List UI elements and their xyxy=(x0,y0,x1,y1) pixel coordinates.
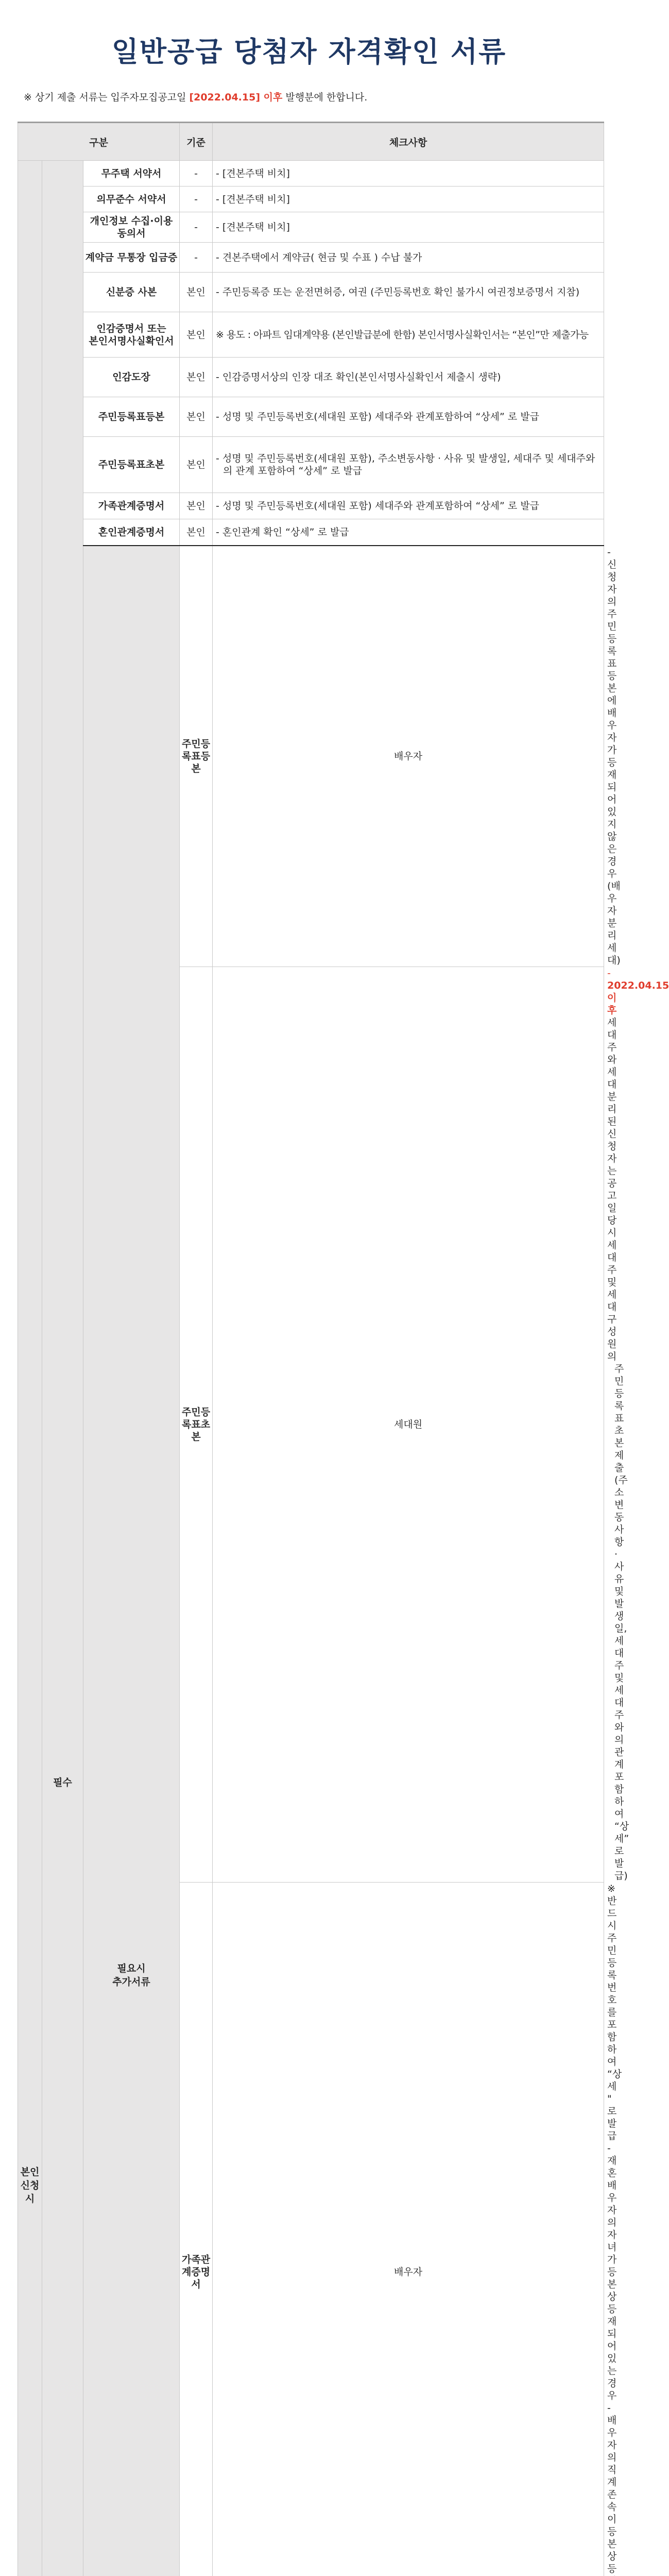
doc-check: - 인감증명서상의 인장 대조 확인(본인서명사실확인서 제출시 생략) xyxy=(213,358,604,397)
doc-check-dash: - xyxy=(607,968,611,979)
doc-check xyxy=(213,437,604,493)
doc-standard: 세대원 xyxy=(213,967,604,1882)
doc-name: 혼인관계증명서 xyxy=(83,519,180,546)
table-row xyxy=(18,358,604,397)
doc-standard: 본인 xyxy=(180,437,213,493)
doc-name: 의무준수 서약서 xyxy=(83,187,180,212)
doc-name: 인감도장 xyxy=(83,358,180,397)
group-optional: 필요시 추가서류 xyxy=(83,546,180,2576)
doc-standard: 본인 xyxy=(180,397,213,437)
doc-name: 인감증명서 또는 본인서명사실확인서 xyxy=(83,312,180,358)
doc-name: 주민등록표등본 xyxy=(180,546,213,967)
table-row xyxy=(18,493,604,519)
notice xyxy=(24,90,367,104)
doc-check: - [견본주택 비치] xyxy=(213,161,604,187)
doc-check: - [견본주택 비치] xyxy=(213,187,604,212)
doc-standard: 본인 xyxy=(180,273,213,312)
doc-standard: 배우자 xyxy=(213,1882,604,2576)
doc-standard: 배우자 xyxy=(213,546,604,967)
table-row xyxy=(18,161,604,187)
notice-date: [2022.04.15] xyxy=(189,92,260,103)
doc-name: 주민등록표초본 xyxy=(83,437,180,493)
table-row xyxy=(18,437,604,493)
notice-after: 이후 xyxy=(260,92,282,103)
page-title: 일반공급 당첨자 자격확인 서류 xyxy=(0,30,618,70)
doc-name: 계약금 무통장 입금증 xyxy=(83,243,180,273)
group-self-apply: 본인 신청 시 xyxy=(18,161,42,2576)
table-row xyxy=(18,212,604,243)
doc-check: - 성명 및 주민등록번호(세대원 포함) 세대주와 관계포함하여 “상세” 로 발급 xyxy=(213,493,604,519)
doc-check: - [견본주택 비치] xyxy=(213,212,604,243)
doc-standard: 본인 xyxy=(180,312,213,358)
header-category: 구분 xyxy=(18,123,180,161)
doc-check-line: 주민등록표초본 제출 (주소변동사항 · 사유 및 발생일, 세대주 및 세대주와의 관계 포함 xyxy=(607,1363,614,1795)
table-row xyxy=(18,243,604,273)
header-standard: 기준 xyxy=(180,123,213,161)
doc-name: 가족관계증명서 xyxy=(83,493,180,519)
doc-name: 주민등록표등본 xyxy=(83,397,180,437)
group-required: 필수 xyxy=(42,161,83,2576)
doc-name: 가족관계증명서 xyxy=(180,1882,213,2576)
doc-check: - 혼인관계 확인 “상세” 로 발급 xyxy=(213,519,604,546)
doc-check: ※ 용도 : 아파트 임대계약용 (본인발급분에 한함) 본인서명사실확인서는 “본인”만 제출가능 xyxy=(213,312,604,358)
doc-standard: - xyxy=(180,187,213,212)
doc-standard: 본인 xyxy=(180,358,213,397)
table-row xyxy=(18,187,604,212)
doc-standard: - xyxy=(180,161,213,187)
doc-check-line: 하여 “상세” 로 발급) xyxy=(607,1795,614,1882)
doc-check-date: 2022.04.15 이후 xyxy=(607,980,669,1016)
table-row: 가족관계증명서 배우자 ※ 반드시 주민등록번호를 포함하여 “상세 " 로 발급 - 재혼 배우자의 자녀가 등본 상 등재되어있는 경우 - 배우자의 직계존속이 등본 상 등 xyxy=(18,1882,604,2576)
doc-check: - 성명 및 주민등록번호(세대원 포함) 세대주와 관계포함하여 “상세” 로 발급 xyxy=(213,397,604,437)
doc-check-line: 세대주와 세대 분리된 신청자는 공고일 당시 세대주 및 세대구성원의 xyxy=(607,1017,616,1362)
notice-suffix: 발행분에 한합니다. xyxy=(282,92,367,103)
table-row: 필요시 추가서류 주민등록표등본 배우자 - 신청자의 주민등록표등본에 배우자가 등재되어 있지 않은 경우 (배우자 분리세대) xyxy=(18,546,604,967)
doc-standard: - xyxy=(180,243,213,273)
doc-standard: - xyxy=(180,212,213,243)
table-row xyxy=(18,312,604,358)
doc-check: - 주민등록증 또는 운전면허증, 여권 (주민등록번호 확인 불가시 여권정보증명서 지참) xyxy=(213,273,604,312)
doc-standard: 본인 xyxy=(180,493,213,519)
doc-check: - 견본주택에서 계약금( 현금 및 수표 ) 수납 불가 xyxy=(213,243,604,273)
doc-check-line: 의 관계 포함하여 “상세” 로 발급 xyxy=(216,465,602,477)
doc-name: 주민등록표초본 xyxy=(180,967,213,1882)
doc-name: 무주택 서약서 xyxy=(83,161,180,187)
table-row xyxy=(18,519,604,546)
notice-prefix: ※ 상기 제출 서류는 입주자모집공고일 xyxy=(24,92,189,103)
doc-check-line: - 성명 및 주민등록번호(세대원 포함), 주소변동사항 · 사유 및 발생일, 세대주 및 세대주와 xyxy=(216,453,595,464)
table-row xyxy=(18,273,604,312)
doc-standard: 본인 xyxy=(180,519,213,546)
table-header-row xyxy=(18,123,604,161)
documents-table xyxy=(18,122,604,2576)
doc-name: 개인정보 수집·이용 동의서 xyxy=(83,212,180,243)
table-row xyxy=(18,397,604,437)
doc-name: 신분증 사본 xyxy=(83,273,180,312)
header-check: 체크사항 xyxy=(213,123,604,161)
